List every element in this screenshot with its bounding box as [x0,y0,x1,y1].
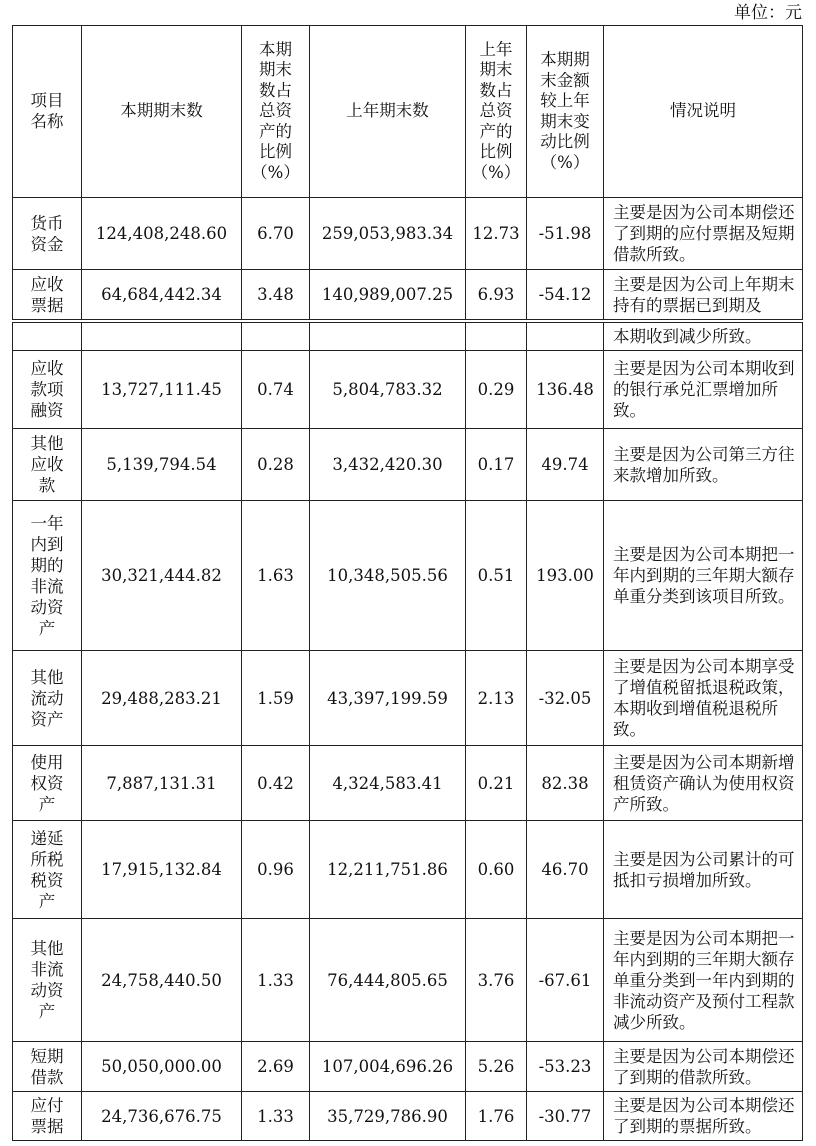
row-change-pct: 193.00 [527,501,604,651]
row-note: 主要是因为公司本期新增租赁资产确认为使用权资产所致。 [604,746,803,821]
row-item-name: 其他 流动 资产 [13,651,82,746]
row-current-amount: 24,736,676.75 [82,1092,242,1141]
row-prior-amount: 3,432,420.30 [310,429,466,501]
row-current-pct: 1.63 [242,501,310,651]
row-prior-pct: 0.21 [466,746,527,821]
header-item-name: 项目 名称 [13,26,82,198]
header-row [13,26,803,198]
row-prior-pct: 6.93 [466,270,527,320]
row-prior-pct: 5.26 [466,1042,527,1092]
row-current-amount: 30,321,444.82 [82,501,242,651]
row-change-pct: 46.70 [527,821,604,919]
row-prior-amount: 10,348,505.56 [310,501,466,651]
row-note: 主要是因为公司本期把一年内到期的三年期大额存单重分类到一年内到期的非流动资产及预付工程款减少所致。 [604,919,803,1042]
header-change-pct: 本期期 末金额 较上年 期末变 动比例 （%） [527,26,604,198]
header-current-pct: 本期 期末 数占 总资 产的 比例 （%） [242,26,310,198]
row-current-pct: 2.69 [242,1042,310,1092]
table-row [13,821,803,919]
row-current-amount: 7,887,131.31 [82,746,242,821]
row-item-name: 递延 所税 税资 产 [13,821,82,919]
row-prior-amount: 4,324,583.41 [310,746,466,821]
row-prior-amount: 140,989,007.25 [310,270,466,320]
row-note: 主要是因为公司上年期末持有的票据已到期及 [604,270,803,320]
header-prior-pct: 上年 期末 数占 总资 产的 比例 （%） [466,26,527,198]
table-row [13,1042,803,1092]
row-item-name: 使用 权资 产 [13,746,82,821]
row-current-amount: 64,684,442.34 [82,270,242,320]
row-prior-pct: 0.29 [466,351,527,429]
table-row [13,1092,803,1141]
row-note: 主要是因为公司本期把一年内到期的三年期大额存单重分类到该项目所致。 [604,501,803,651]
row-change-pct: -32.05 [527,651,604,746]
header-current-amount: 本期期末数 [82,26,242,198]
row-current-amount: 13,727,111.45 [82,351,242,429]
row-item-name: 应付 票据 [13,1092,82,1141]
row-item-name: 短期 借款 [13,1042,82,1092]
row-current-pct: 1.33 [242,1092,310,1141]
header-note: 情况说明 [604,26,803,198]
row-change-pct: -67.61 [527,919,604,1042]
table-row [13,429,803,501]
row-item-name: 其他 应收 款 [13,429,82,501]
row-note: 主要是因为公司本期收到的银行承兑汇票增加所致。 [604,351,803,429]
row-current-amount: 24,758,440.50 [82,919,242,1042]
row-current-pct: 0.42 [242,746,310,821]
row-current-amount: 17,915,132.84 [82,821,242,919]
table-row [13,270,803,320]
row-note: 主要是因为公司第三方往来款增加所致。 [604,429,803,501]
table-row [13,501,803,651]
asset-table-page2 [12,322,803,1141]
row-prior-pct: 0.17 [466,429,527,501]
row-change-pct: -53.23 [527,1042,604,1092]
row-note: 主要是因为公司本期偿还了到期的借款所致。 [604,1042,803,1092]
row-current-pct: 0.96 [242,821,310,919]
row-note: 主要是因为公司本期偿还了到期的票据所致。 [604,1092,803,1141]
row-change-pct: -30.77 [527,1092,604,1141]
header-prior-amount: 上年期末数 [310,26,466,198]
table-row [13,651,803,746]
row-prior-amount: 259,053,983.34 [310,198,466,270]
row-current-amount: 5,139,794.54 [82,429,242,501]
continuation-note: 本期收到减少所致。 [604,323,803,351]
row-current-pct: 1.33 [242,919,310,1042]
row-current-pct: 3.48 [242,270,310,320]
row-current-pct: 1.59 [242,651,310,746]
row-current-amount: 50,050,000.00 [82,1042,242,1092]
table-row [13,351,803,429]
row-prior-amount: 107,004,696.26 [310,1042,466,1092]
row-prior-amount: 76,444,805.65 [310,919,466,1042]
row-item-name: 其他 非流 动资 产 [13,919,82,1042]
row-current-amount: 29,488,283.21 [82,651,242,746]
row-prior-pct: 3.76 [466,919,527,1042]
row-change-pct: 136.48 [527,351,604,429]
row-prior-pct: 0.51 [466,501,527,651]
table-row [13,746,803,821]
row-item-name: 应收 款项 融资 [13,351,82,429]
row-prior-pct: 2.13 [466,651,527,746]
row-change-pct: -54.12 [527,270,604,320]
row-current-pct: 6.70 [242,198,310,270]
row-prior-pct: 1.76 [466,1092,527,1141]
row-prior-pct: 12.73 [466,198,527,270]
row-current-pct: 0.74 [242,351,310,429]
row-change-pct: -51.98 [527,198,604,270]
continuation-row [13,323,803,351]
asset-table-page1 [12,25,803,320]
row-note: 主要是因为公司累计的可抵扣亏损增加所致。 [604,821,803,919]
row-prior-amount: 35,729,786.90 [310,1092,466,1141]
row-current-amount: 124,408,248.60 [82,198,242,270]
row-item-name: 一年 内到 期的 非流 动资 产 [13,501,82,651]
row-item-name: 货币 资金 [13,198,82,270]
row-change-pct: 49.74 [527,429,604,501]
row-current-pct: 0.28 [242,429,310,501]
row-note: 主要是因为公司本期偿还了到期的应付票据及短期借款所致。 [604,198,803,270]
row-note: 主要是因为公司本期享受了增值税留抵退税政策，本期收到增值税退税所致。 [604,651,803,746]
table-row [13,919,803,1042]
row-prior-pct: 0.60 [466,821,527,919]
row-prior-amount: 43,397,199.59 [310,651,466,746]
row-item-name: 应收 票据 [13,270,82,320]
table-row [13,198,803,270]
row-prior-amount: 5,804,783.32 [310,351,466,429]
unit-label: 单位：元 [734,3,802,23]
row-prior-amount: 12,211,751.86 [310,821,466,919]
row-change-pct: 82.38 [527,746,604,821]
